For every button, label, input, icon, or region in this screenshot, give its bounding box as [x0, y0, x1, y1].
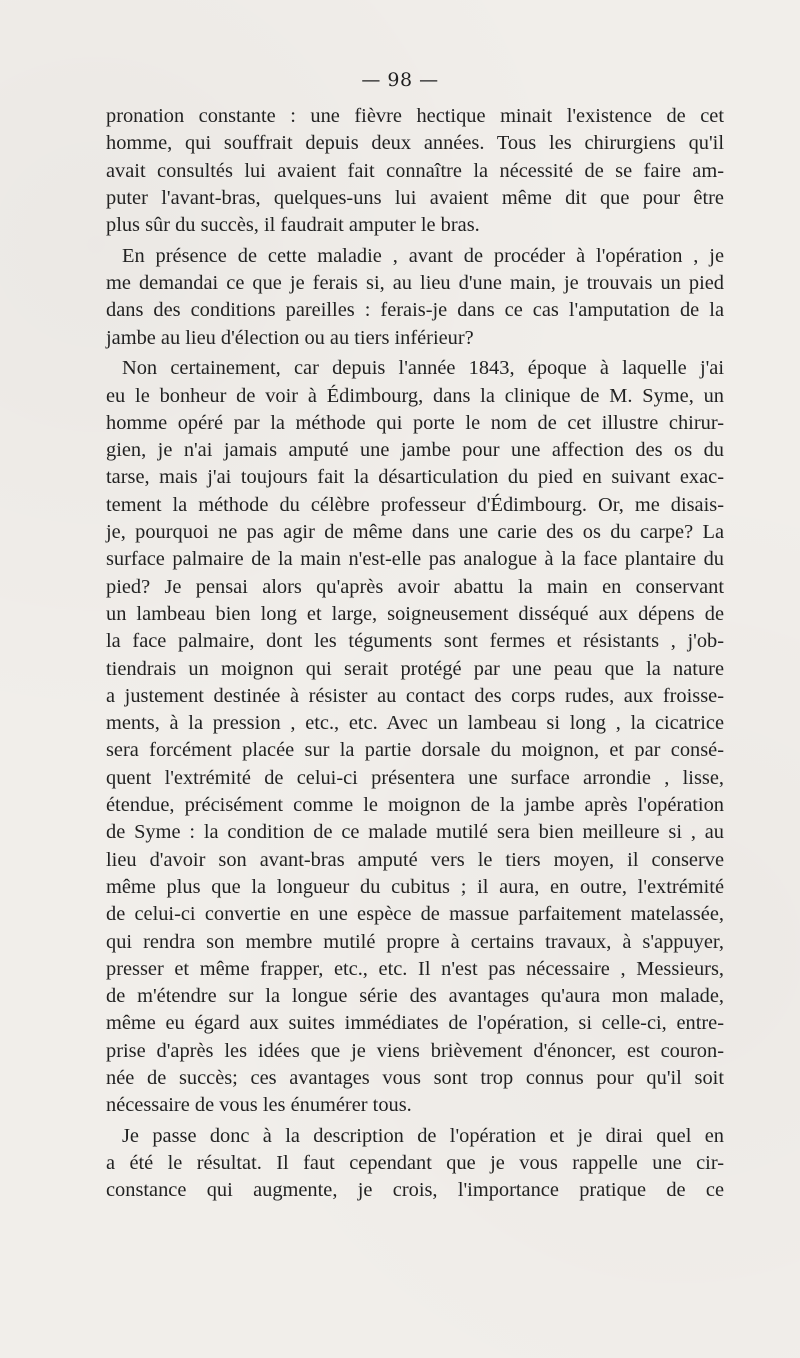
text-line: jambe au lieu d'élection ou au tiers inférieur?: [106, 326, 474, 349]
text-line: quent l'extrémité de celui-ci présentera une surface arrondie , lisse,: [106, 766, 724, 789]
text-line: étendue, précisément comme le moignon de la jambe après l'opération: [106, 794, 724, 817]
text-line: presser et même frapper, etc., etc. Il n'est pas nécessaire , Messieurs,: [106, 957, 724, 980]
text-line: pied? Je pensai alors qu'après avoir abattu la main en conservant: [106, 575, 724, 598]
text-line: surface palmaire de la main n'est-elle pas analogue à la face plantaire du: [106, 548, 724, 571]
page-number: — 98 —: [361, 69, 439, 91]
text-line: Je passe donc à la description de l'opération et je dirai quel en: [122, 1124, 724, 1147]
text-line: eu le bonheur de voir à Édimbourg, dans la clinique de M. Syme, un: [106, 384, 724, 407]
text-line: nécessaire de vous les énumérer tous.: [106, 1094, 412, 1117]
text-line: plus sûr du succès, il faudrait amputer le bras.: [106, 214, 480, 237]
text-line: même eu égard aux suites immédiates de l'opération, si celle-ci, entre-: [106, 1012, 724, 1035]
text-line: ments, à la pression , etc., etc. Avec un lambeau si long , la cicatrice: [106, 712, 724, 735]
text-line: me demandai ce que je ferais si, au lieu d'une main, je trouvais un pied: [106, 272, 724, 295]
text-line: constance qui augmente, je crois, l'importance pratique de ce: [106, 1179, 724, 1202]
text-line: gien, je n'ai jamais amputé une jambe pour une affection des os du: [106, 439, 724, 462]
text-line: un lambeau bien long et large, soigneusement disséqué aux dépens de: [106, 602, 724, 625]
text-line: la face palmaire, dont les téguments sont fermes et résistants , j'ob-: [106, 630, 724, 653]
text-line: sera forcément placée sur la partie dorsale du moignon, et par consé-: [106, 739, 724, 762]
text-line: dans des conditions pareilles : ferais-je dans ce cas l'amputation de la: [106, 299, 724, 322]
text-line: de m'étendre sur la longue série des avantages qu'aura mon malade,: [106, 985, 724, 1008]
text-line: puter l'avant-bras, quelques-uns lui avaient même dit que pour être: [106, 186, 724, 209]
text-line: pronation constante : une fièvre hectique minait l'existence de cet: [106, 105, 724, 127]
body-text: [106, 103, 724, 1205]
text-line: tarse, mais j'ai toujours fait la désarticulation du pied en suivant exac-: [106, 466, 724, 489]
text-line: qui rendra son membre mutilé propre à certains travaux, à s'appuyer,: [106, 930, 724, 953]
text-line: Non certainement, car depuis l'année 1843, époque à laquelle j'ai: [122, 357, 724, 380]
text-line: homme, qui souffrait depuis deux années. Tous les chirurgiens qu'il: [106, 132, 724, 155]
text-line: a justement destinée à résister au contact des corps rudes, aux froisse-: [106, 684, 724, 707]
text-line: je, pourquoi ne pas agir de même dans une carie des os du carpe? La: [106, 521, 724, 544]
text-line: a été le résultat. Il faut cependant que je vous rappelle une cir-: [106, 1152, 724, 1175]
text-line: homme opéré par la méthode qui porte le nom de cet illustre chirur-: [106, 411, 724, 434]
text-line: lieu d'avoir son avant-bras amputé vers le tiers moyen, il conserve: [106, 848, 724, 871]
text-line: avait consultés lui avaient fait connaître la nécessité de se faire am-: [106, 159, 724, 182]
text-line: née de succès; ces avantages vous sont trop connus pour qu'il soit: [106, 1066, 724, 1089]
text-line: En présence de cette maladie , avant de procéder à l'opération , je: [122, 244, 724, 267]
text-line: de celui-ci convertie en une espèce de massue parfaitement matelassée,: [106, 903, 724, 926]
text-line: prise d'après les idées que je viens brièvement d'énoncer, est couron-: [106, 1039, 724, 1062]
text-line: tement la méthode du célèbre professeur d'Édimbourg. Or, me disais-: [106, 493, 724, 516]
text-line: tiendrais un moignon qui serait protégé par une peau que la nature: [106, 657, 724, 680]
text-line: de Syme : la condition de ce malade mutilé sera bien meilleure si , au: [106, 821, 724, 844]
text-line: même plus que la longueur du cubitus ; il aura, en outre, l'extrémité: [106, 875, 724, 898]
